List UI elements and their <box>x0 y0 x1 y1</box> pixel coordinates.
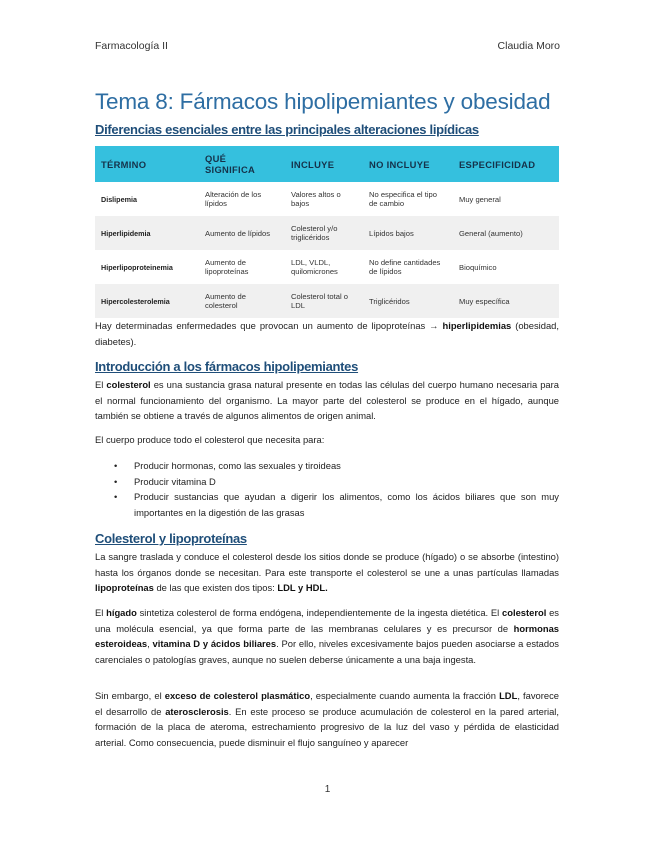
arrow-icon: → <box>429 320 439 331</box>
table-cell: Hiperlipoproteinemia <box>101 262 173 272</box>
table-cell: No define cantidades de lípidos <box>369 258 441 276</box>
table-header-row <box>95 146 559 182</box>
text-run: es una molécula esencial, ya que forma parte de las membranas celulares y es precursor de <box>95 607 559 634</box>
text-run: sintetiza colesterol de forma endógena, independientemente de la ingesta dietética. El <box>136 607 503 618</box>
table-cell: Colesterol y/o triglicéridos <box>285 216 363 250</box>
table-cell: Aumento de colesterol <box>199 284 285 318</box>
bullet-icon: • <box>114 475 118 487</box>
list-item <box>95 458 559 474</box>
text-run: Sin embargo, el <box>95 690 165 701</box>
table-row <box>95 182 559 216</box>
lipid-alterations-table <box>95 146 559 318</box>
table-cell: Colesterol total o LDL <box>285 284 363 318</box>
text-run: , favorece el desarrollo de <box>95 690 559 717</box>
text-run-bold: LDL <box>499 690 518 701</box>
text-run-bold: exceso de colesterol plasmático <box>164 690 311 701</box>
page-number: 1 <box>324 784 331 795</box>
text-run: El <box>95 607 107 618</box>
note-tail: (obesidad, diabetes). <box>95 320 559 347</box>
list-item <box>95 489 559 520</box>
text-run-bold: hígado <box>106 607 137 618</box>
table-cell: No especifica el tipo de cambio <box>369 190 437 208</box>
text-run: . Por ello, niveles excesivamente bajos pueden asociarse a estados carenciales o patologías graves, aunque no suelen deberse únicamente a una baja ingesta. <box>95 638 559 665</box>
note-bold: hiperlipidemias <box>438 320 512 331</box>
text-run-bold: colesterol <box>502 607 547 618</box>
text-run-bold: vitamina D y ácidos biliares <box>152 638 277 649</box>
column-header: INCLUYE <box>285 146 363 182</box>
header-course: Farmacología II <box>95 40 168 52</box>
table-cell: Dislipemia <box>101 194 137 204</box>
section-heading-differences: Diferencias esenciales entre las principales alteraciones lipídicas <box>95 122 479 137</box>
liver-paragraph <box>95 605 559 667</box>
table-cell: Aumento de lípidos <box>199 216 285 250</box>
text-run: , especialmente cuando aumenta la fracción <box>310 690 500 701</box>
column-header: TÉRMINO <box>95 146 199 182</box>
text-run: , <box>147 638 153 649</box>
section-heading-cholesterol: Colesterol y lipoproteínas <box>95 531 247 546</box>
bullet-icon: • <box>114 491 118 502</box>
header-author: Claudia Moro <box>497 40 560 52</box>
table-cell: Muy específica <box>453 284 559 318</box>
text-run-bold: lipoproteínas <box>95 582 154 593</box>
table-cell: Bioquímico <box>459 262 497 272</box>
bullet-list <box>95 458 559 520</box>
table-cell: Hipercolesterolemia <box>95 284 199 318</box>
table-cell: General (aumento) <box>453 216 559 250</box>
list-item-text: Producir sustancias que ayudan a digerir los alimentos, como los ácidos biliares que son muy importantes en la digestión de las grasas <box>134 491 559 518</box>
text-run-bold: hormonas esteroideas <box>95 622 559 649</box>
table-cell: Lípidos bajos <box>363 216 453 250</box>
text-run: de las que existen dos tipos: <box>153 582 278 593</box>
needs-paragraph: El cuerpo produce todo el colesterol que necesita para: <box>95 434 325 445</box>
table-row <box>95 216 559 250</box>
text-run-bold: LDL y HDL. <box>277 582 328 593</box>
column-header: ESPECIFICIDAD <box>453 146 559 182</box>
table-cell: Alteración de los lípidos <box>205 190 262 208</box>
text-run: La sangre traslada y conduce el colesterol desde los sitios donde se produce (hígado) o se absorbe (intestino) hasta los órganos donde se necesitan. Para este transporte el colesterol se une a unas partículas llamadas <box>95 551 559 578</box>
transport-paragraph <box>95 549 559 596</box>
lipoprotein-note <box>95 318 559 349</box>
list-item <box>95 474 559 490</box>
bullet-icon: • <box>114 460 118 471</box>
text-run: El <box>95 379 107 390</box>
table-cell: Muy general <box>459 194 501 204</box>
section-heading-intro: Introducción a los fármacos hipolipemiantes <box>95 359 359 374</box>
list-item-text: Producir hormonas, como las sexuales y tiroideas <box>134 460 341 471</box>
atherosclerosis-paragraph <box>95 688 559 750</box>
column-header: QUÉ SIGNIFICA <box>199 146 285 182</box>
text-run-bold: colesterol <box>106 379 151 390</box>
list-item-text: Producir vitamina D <box>134 475 216 487</box>
table-cell: Valores altos o bajos <box>291 190 341 208</box>
page-title: Tema 8: Fármacos hipolipemiantes y obesidad <box>95 89 551 114</box>
intro-paragraph <box>95 377 559 424</box>
column-header: NO INCLUYE <box>363 146 453 182</box>
text-run-bold: aterosclerosis <box>165 705 229 717</box>
table-row <box>95 284 559 318</box>
note-text: Hay determinadas enfermedades que provocan un aumento de lipoproteínas <box>95 320 430 331</box>
table-cell: Hiperlipidemia <box>95 216 199 250</box>
text-run: . En este proceso se produce acumulación de colesterol en la pared arterial, formación de la placa de ateroma, estrechamiento progresivo de la luz del vaso y pérdida de elasticidad arterial. Como consecuencia, puede disminuir el flujo sanguíneo y aparecer <box>95 705 559 748</box>
table-cell: LDL, VLDL, quilomicrones <box>291 258 338 276</box>
text-run: es una sustancia grasa natural presente en todas las células del cuerpo humano necesaria para el normal funcionamiento del organismo. La mayor parte del colesterol se produce en el hígado, aunque también se obtiene a través de algunos alimentos de origen animal. <box>95 379 559 421</box>
table-cell: Triglicéridos <box>363 284 453 318</box>
table-cell: Aumento de lipoproteínas <box>205 258 249 276</box>
table-row <box>95 250 559 284</box>
